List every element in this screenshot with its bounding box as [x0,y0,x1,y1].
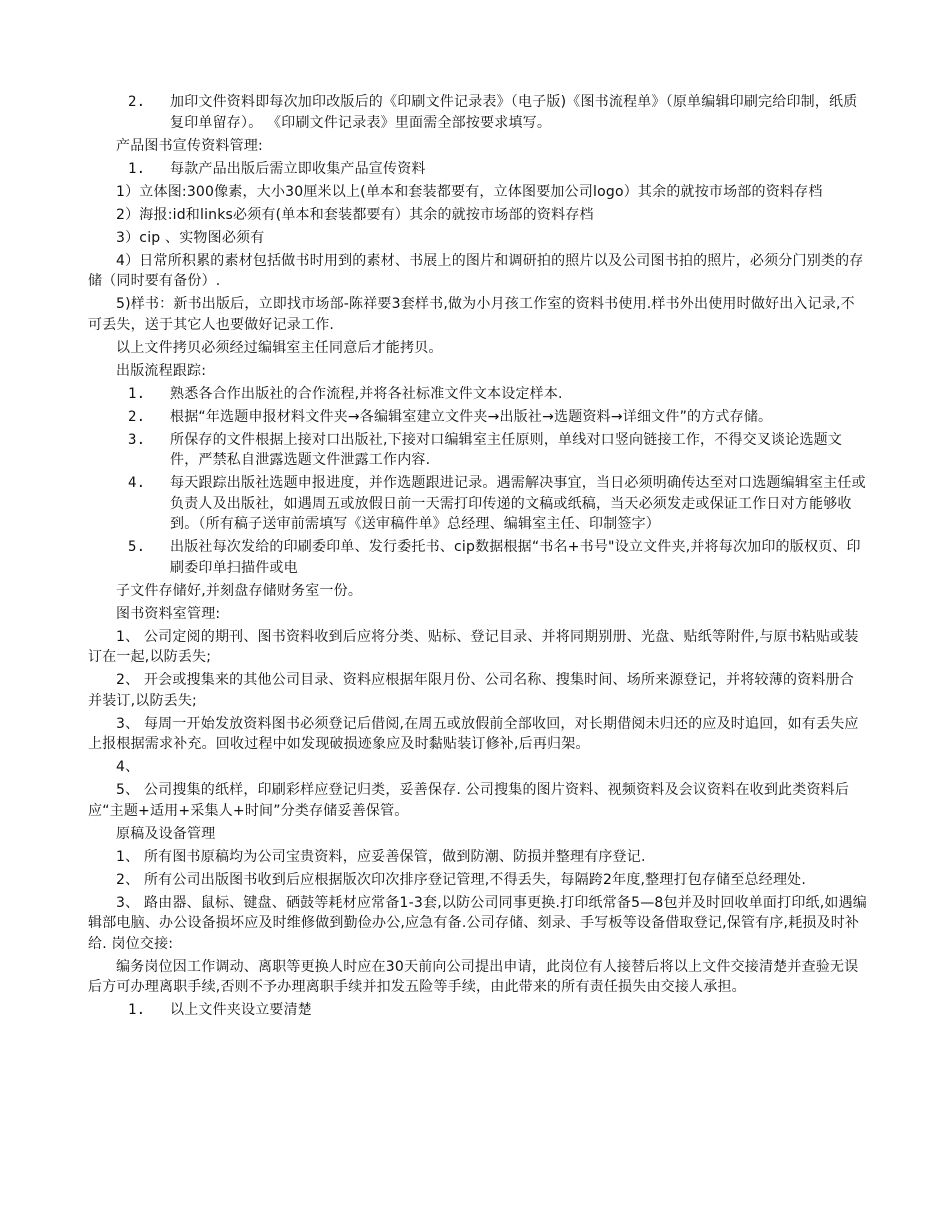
paragraph: 子文件存储好,并刻盘存储财务室一份。 [116,582,363,599]
paragraph: 产品图书宣传资料管理: [116,137,263,154]
paragraph: 出版流程跟踪: [116,362,207,379]
numbered-paragraph [88,407,868,428]
paragraph: 2）海报:id和links必须有(单本和套装都要有）其余的就按市场部的资料存档 [116,206,594,223]
paragraph-text: 出版社每次发给的印刷委印单、发行委托书、cip数据根据“书名+书号"设立文件夹,并将每次加印的版权页、印刷委印单扫描件或电 [170,539,861,576]
paragraph: 编务岗位因工作调动、离职等更换人时应在30天前向公司提出申请，此岗位有人接替后将以上文件交接清楚并查验无误后方可办理离职手续,否则不予办理离职手续并扣发五险等手续，由此带来的所有责任损失由交接人承担。 [88,958,859,995]
paragraph-text: 每款产品出版后需立即收集产品宣传资料 [170,160,426,177]
item-number: 2. [128,94,146,110]
item-number: 1. [128,385,146,402]
paragraph: 4、 [116,759,140,775]
numbered-paragraph [88,430,868,471]
paragraph: 2、 开会或搜集来的其他公司目录、资料应根据年限月份、公司名称、搜集时间、场所来源登记，并将较薄的资料册合并装订,以防丢失; [88,672,854,709]
paragraph: 图书资料室管理: [116,605,221,622]
paragraph: 3、 路由器、鼠标、键盘、硒鼓等耗材应常备1-3套,以防公司同事更换.打印纸常备5—8包并及时回收单面打印纸,如遇编辑部电脑、办公设备损坏应及时维修做到勤俭办公,应急有备.公司存储、刻录、手写板等设备借取登记,保管有序,耗损及时补给. 岗位交接: [88,894,867,952]
item-number: 1. [128,1002,146,1018]
paragraph: 3、 每周一开始发放资料图书必须登记后借阅,在周五或放假前全部收回，对长期借阅未归还的应及时追回，如有丢失应上报根据需求补充。回收过程中如发现破损迹象应及时黏贴装订修补,后再归架。 [88,715,859,752]
numbered-paragraph [88,473,868,535]
paragraph: 1、 所有图书原稿均为公司宝贵资料，应妥善保管，做到防潮、防损并整理有序登记. [116,848,646,865]
paragraph: 5)样书：新书出版后，立即找市场部-陈祥要3套样书,做为小月孩工作室的资料书使用.样书外出使用时做好出入记录,不可丢失，送于其它人也要做好记录工作. [88,296,855,333]
paragraph-text: 熟悉各合作出版社的合作流程,并将各社标准文件文本设定样本. [170,385,563,402]
item-number: 2. [128,408,146,425]
paragraph-text: 根据“年选题申报材料文件夹→各编辑室建立文件夹→出版社→选题资料→详细文件”的方式存储。 [170,408,773,425]
paragraph: 2、 所有公司出版图书收到后应根据版次印次排序登记管理,不得丢失，每隔跨2年度,整理打包存储至总经理处. [116,871,807,888]
paragraph: 1、 公司定阅的期刊、图书资料收到后应将分类、贴标、登记目录、并将同期别册、光盘、贴纸等附件,与原书粘贴或装订在一起,以防丢失; [88,628,859,665]
document-body [88,92,868,1023]
paragraph: 3）cip 、实物图必须有 [116,229,265,246]
paragraph: 4）日常所积累的素材包括做书时用到的素材、书展上的图片和调研拍的照片以及公司图书拍的照片，必须分门别类的存储（同时要有备份）. [88,252,864,289]
paragraph-text: 每天跟踪出版社选题申报进度，并作选题跟进记录。遇需解决事宜，当日必须明确传达至对口选题编辑室主任或负责人及出版社，如遇周五或放假日前一天需打印传递的文稿或纸稿，当天必须发走或保证工作日对方能够收到。（所有稿子送审前需填写《送审稿件单》总经理、编辑室主任、印制签字） [170,475,866,532]
item-number: 1. [128,160,146,177]
paragraph: 1）立体图:300像素，大小30厘米以上(单本和套装都要有，立体图要加公司logo）其余的就按市场部的资料存档 [116,183,823,200]
numbered-paragraph [88,92,868,133]
paragraph: 原稿及设备管理 [116,825,216,842]
paragraph: 5、 公司搜集的纸样，印刷彩样应登记归类，妥善保存. 公司搜集的图片资料、视频资料及会议资料在收到此类资料后应“主题+适用+采集人+时间”分类存储妥善保管。 [88,782,850,819]
numbered-paragraph [88,1000,868,1021]
numbered-paragraph [88,159,868,180]
paragraph-text: 加印文件资料即每次加印改版后的《印刷文件记录表》（电子版)《图书流程单》（原单编辑印刷完给印制，纸质复印单留存）。 《印刷文件记录表》里面需全部按要求填写。 [170,94,858,131]
paragraph: 以上文件拷贝必须经过编辑室主任同意后才能拷贝。 [116,339,443,356]
item-number: 3. [128,431,146,448]
paragraph-text: 以上文件夹设立要清楚 [170,1002,312,1018]
numbered-paragraph [88,537,868,578]
paragraph-text: 所保存的文件根据上接对口出版社,下接对口编辑室主任原则，单线对口竖向链接工作，不得交叉谈论选题文件，严禁私自泄露选题文件泄露工作内容. [170,431,843,468]
item-number: 4. [128,475,146,491]
item-number: 5. [128,539,146,555]
numbered-paragraph [88,384,868,405]
